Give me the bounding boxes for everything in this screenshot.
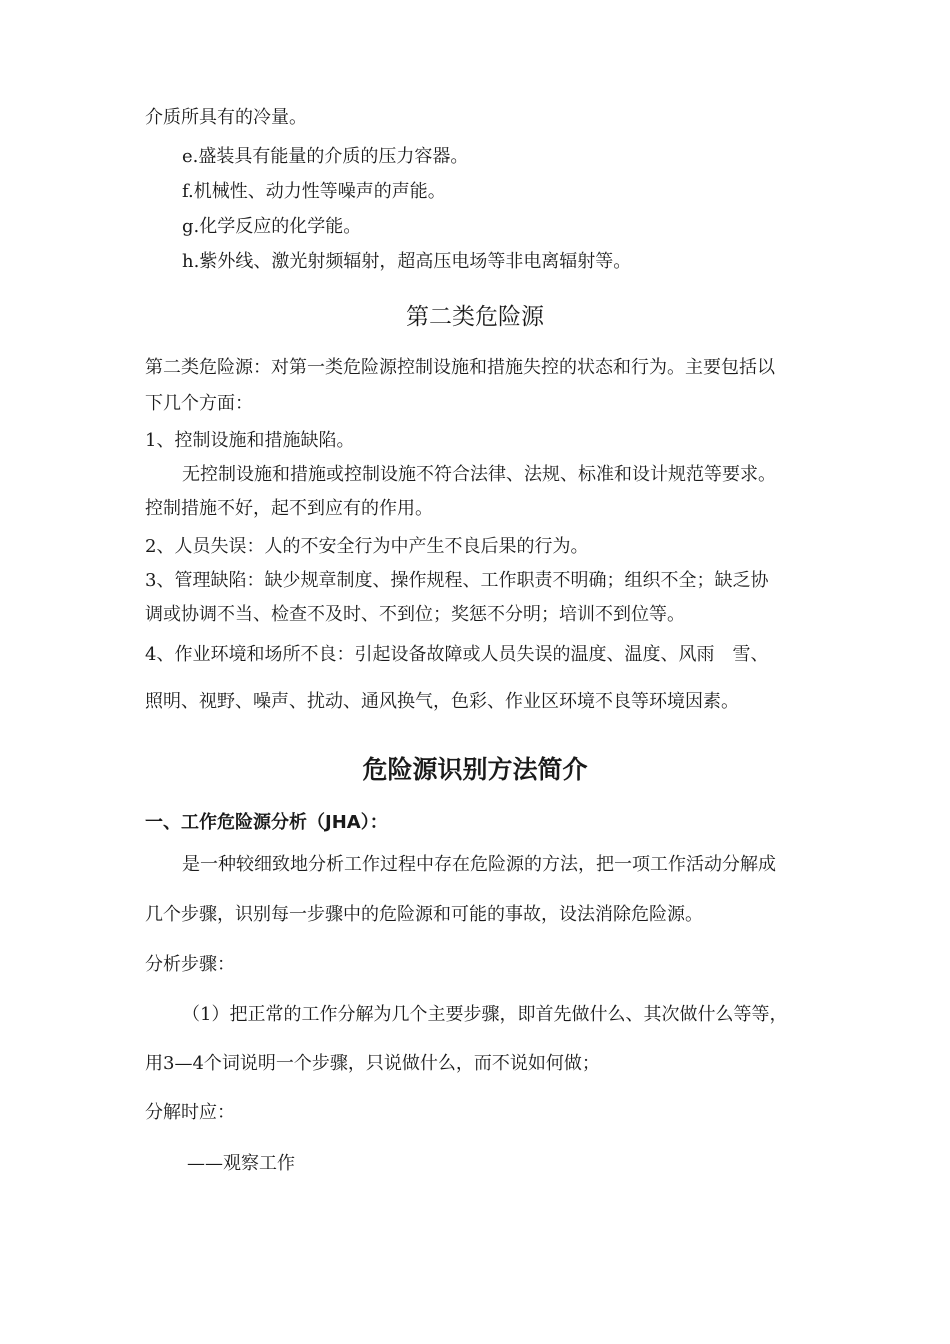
section-title-identification-methods: 危险源识别方法简介 bbox=[362, 755, 588, 784]
list-item-h: h.紫外线、激光射频辐射，超高压电场等非电离辐射等。 bbox=[182, 251, 632, 272]
item1-title: 1、控制设施和措施缺陷。 bbox=[145, 430, 355, 451]
item3-line2: 调或协调不当、检查不及时、不到位；奖惩不分明；培训不到位等。 bbox=[145, 604, 685, 625]
list-item-e: e.盛装具有能量的介质的压力容器。 bbox=[182, 146, 469, 167]
jha-body-line2: 几个步骤，识别每一步骤中的危险源和可能的事故，设法消除危险源。 bbox=[145, 904, 703, 925]
jha-heading: 一、工作危险源分析（JHA）： bbox=[145, 812, 388, 833]
item4-line1: 4、作业环境和场所不良：引起设备故障或人员失误的温度、温度、风雨 雪、 bbox=[145, 644, 769, 665]
item3-line1: 3、管理缺陷：缺少规章制度、操作规程、工作职责不明确；组织不全；缺乏协 bbox=[145, 570, 769, 591]
jha-body-line1: 是一种较细致地分析工作过程中存在危险源的方法，把一项工作活动分解成 bbox=[182, 854, 776, 875]
line-medium-cold: 介质所具有的冷量。 bbox=[145, 107, 307, 128]
item4-line2: 照明、视野、噪声、扰动、通风换气，色彩、作业区环境不良等环境因素。 bbox=[145, 691, 739, 712]
section2-intro-line1: 第二类危险源：对第一类危险源控制设施和措施失控的状态和行为。主要包括以 bbox=[145, 357, 775, 378]
list-item-g: g.化学反应的化学能。 bbox=[182, 216, 362, 237]
item2: 2、人员失误：人的不安全行为中产生不良后果的行为。 bbox=[145, 536, 589, 557]
item1-body-line2: 控制措施不好，起不到应有的作用。 bbox=[145, 498, 433, 519]
decomp-item-observe: ——观察工作 bbox=[187, 1153, 295, 1174]
step1-line1: （1）把正常的工作分解为几个主要步骤，即首先做什么、其次做什么等等， bbox=[182, 1004, 788, 1025]
item1-body-line1: 无控制设施和措施或控制设施不符合法律、法规、标准和设计规范等要求。 bbox=[182, 464, 776, 485]
decomp-label: 分解时应： bbox=[145, 1102, 235, 1123]
list-item-f: f.机械性、动力性等噪声的声能。 bbox=[182, 181, 446, 202]
section2-intro-line2: 下几个方面： bbox=[145, 393, 253, 414]
steps-label: 分析步骤： bbox=[145, 954, 235, 975]
section-title-second-class: 第二类危险源 bbox=[406, 304, 544, 330]
step1-line2: 用3—4个词说明一个步骤，只说做什么，而不说如何做； bbox=[145, 1053, 600, 1074]
